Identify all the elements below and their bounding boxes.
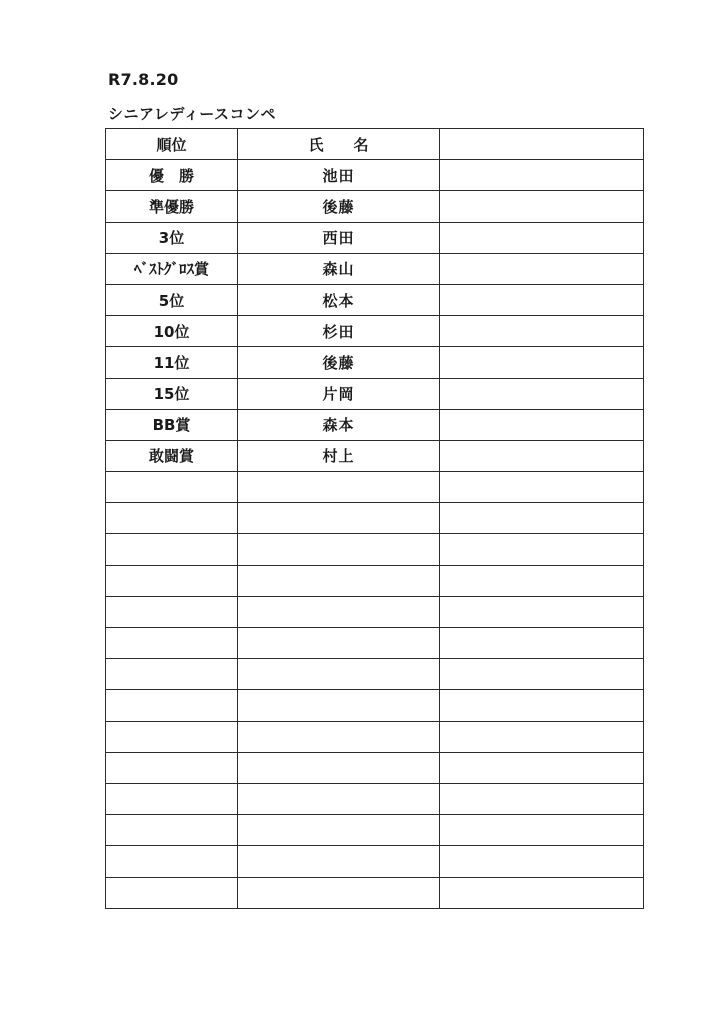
name-cell: 後藤	[238, 347, 440, 378]
table-row	[106, 191, 644, 222]
name-cell: 片岡	[238, 378, 440, 409]
name-cell: 池田	[238, 160, 440, 191]
column-header-note	[440, 129, 644, 160]
note-cell	[440, 721, 644, 752]
name-cell: 杉田	[238, 316, 440, 347]
note-cell	[440, 659, 644, 690]
note-cell	[440, 191, 644, 222]
table-row	[106, 440, 644, 471]
note-cell	[440, 565, 644, 596]
note-cell	[440, 752, 644, 783]
rank-cell: 10位	[106, 316, 238, 347]
rank-cell: 11位	[106, 347, 238, 378]
name-cell	[238, 783, 440, 814]
table-row	[106, 472, 644, 503]
rank-cell	[106, 783, 238, 814]
name-cell	[238, 846, 440, 877]
name-cell	[238, 690, 440, 721]
column-header-rank: 順位	[106, 129, 238, 160]
name-cell: 森山	[238, 253, 440, 284]
document-title: シニアレディースコンペ	[108, 105, 276, 123]
results-table	[105, 128, 644, 909]
rank-cell	[106, 752, 238, 783]
note-cell	[440, 440, 644, 471]
column-header-name: 氏 名	[238, 129, 440, 160]
note-cell	[440, 160, 644, 191]
table-row	[106, 783, 644, 814]
note-cell	[440, 815, 644, 846]
table-row	[106, 253, 644, 284]
table-row	[106, 815, 644, 846]
rank-cell	[106, 846, 238, 877]
note-cell	[440, 690, 644, 721]
note-cell	[440, 846, 644, 877]
rank-cell: 3位	[106, 222, 238, 253]
name-cell: 村上	[238, 440, 440, 471]
table-row	[106, 877, 644, 908]
rank-cell: ﾍﾞｽﾄｸﾞﾛｽ賞	[106, 253, 238, 284]
note-cell	[440, 409, 644, 440]
name-cell	[238, 565, 440, 596]
rank-cell	[106, 596, 238, 627]
note-cell	[440, 628, 644, 659]
table-row	[106, 690, 644, 721]
rank-cell	[106, 690, 238, 721]
rank-cell	[106, 628, 238, 659]
table-row	[106, 222, 644, 253]
note-cell	[440, 284, 644, 315]
rank-cell	[106, 565, 238, 596]
table-row	[106, 534, 644, 565]
note-cell	[440, 877, 644, 908]
name-cell	[238, 721, 440, 752]
document-date: R7.8.20	[108, 70, 179, 89]
name-cell	[238, 596, 440, 627]
name-cell	[238, 659, 440, 690]
name-cell	[238, 628, 440, 659]
name-cell	[238, 752, 440, 783]
table-row	[106, 503, 644, 534]
table-row	[106, 160, 644, 191]
rank-cell: 敢闘賞	[106, 440, 238, 471]
name-cell: 松本	[238, 284, 440, 315]
note-cell	[440, 783, 644, 814]
table-row	[106, 409, 644, 440]
name-cell	[238, 503, 440, 534]
rank-cell	[106, 721, 238, 752]
name-cell: 西田	[238, 222, 440, 253]
table-row	[106, 347, 644, 378]
rank-cell: 15位	[106, 378, 238, 409]
note-cell	[440, 503, 644, 534]
rank-cell	[106, 877, 238, 908]
note-cell	[440, 316, 644, 347]
rank-cell	[106, 659, 238, 690]
name-cell	[238, 472, 440, 503]
rank-cell	[106, 815, 238, 846]
rank-cell: 準優勝	[106, 191, 238, 222]
rank-cell: BB賞	[106, 409, 238, 440]
table-row	[106, 596, 644, 627]
table-row	[106, 316, 644, 347]
note-cell	[440, 596, 644, 627]
note-cell	[440, 347, 644, 378]
note-cell	[440, 472, 644, 503]
name-cell	[238, 815, 440, 846]
name-cell	[238, 877, 440, 908]
rank-cell	[106, 503, 238, 534]
rank-cell: 5位	[106, 284, 238, 315]
table-row	[106, 284, 644, 315]
table-row	[106, 659, 644, 690]
note-cell	[440, 534, 644, 565]
note-cell	[440, 378, 644, 409]
table-row	[106, 846, 644, 877]
table-row	[106, 378, 644, 409]
rank-cell	[106, 534, 238, 565]
rank-cell: 優 勝	[106, 160, 238, 191]
table-row	[106, 752, 644, 783]
table-row	[106, 721, 644, 752]
note-cell	[440, 222, 644, 253]
table-header-row	[106, 129, 644, 160]
name-cell	[238, 534, 440, 565]
note-cell	[440, 253, 644, 284]
rank-cell	[106, 472, 238, 503]
table-row	[106, 565, 644, 596]
name-cell: 森本	[238, 409, 440, 440]
table-row	[106, 628, 644, 659]
results-body	[106, 160, 644, 909]
name-cell: 後藤	[238, 191, 440, 222]
